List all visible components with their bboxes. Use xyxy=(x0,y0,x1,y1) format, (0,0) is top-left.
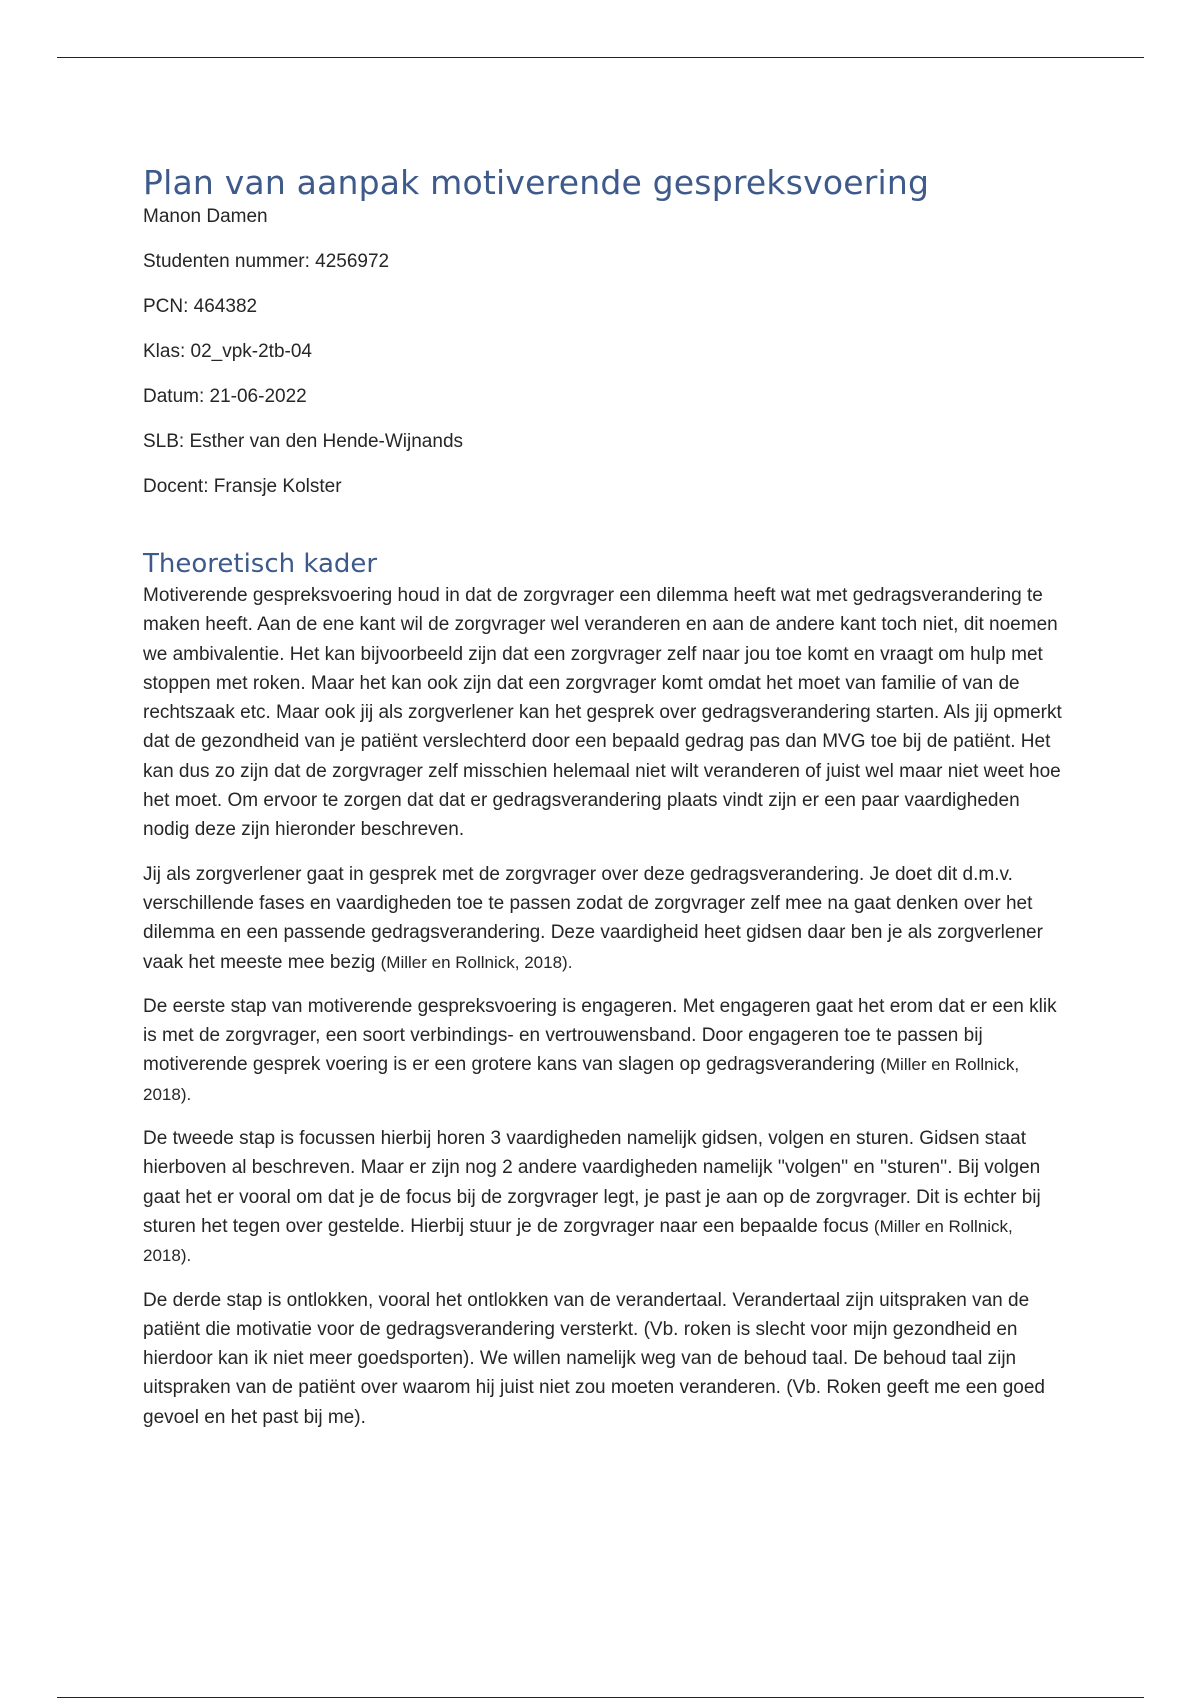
meta-slb: SLB: Esther van den Hende-Wijnands xyxy=(143,431,464,452)
paragraph-text: De derde stap is ontlokken, vooral het ontlokken van de verandertaal. Verandertaal zijn uitspraken van de patiënt die motivatie voor de gedragsverandering versterkt. (Vb. roken is slecht voor mijn gezondheid en hierdoor kan ik niet meer goedsporten). We willen namelijk weg van de behoud taal. De behoud taal zijn uitspraken van de patiënt over waarom hij juist niet zou moeten veranderen. (Vb. Roken geeft me een goed gevoel en het past bij me). xyxy=(143,1289,1045,1428)
section-heading: Theoretisch kader xyxy=(143,549,378,579)
paragraph xyxy=(143,992,1063,1109)
paragraph-text: De eerste stap van motiverende gespreksvoering is engageren. Met engageren gaat het erom dat er een klik is met de zorgvrager, een soort verbindings- en vertrouwensband. Door engageren toe te passen bij motiverende gesprek voering is er een grotere kans van slagen op gedragsverandering xyxy=(143,995,1057,1076)
document-page xyxy=(143,160,1063,1447)
paragraph-text: Jij als zorgverlener gaat in gesprek met de zorgvrager over deze gedragsverandering. Je doet dit d.m.v. verschillende fases en vaardigheden toe te passen zodat de zorgvrager zelf mee na gaat denken over het dilemma en een passende gedragsverandering. Deze vaardigheid heet gidsen daar ben je als zorgverlener vaak het meeste mee bezig xyxy=(143,863,1043,973)
citation: (Miller en Rollnick, 2018). xyxy=(380,952,573,972)
citation: (Miller en Rollnick, 2018). xyxy=(143,1216,1013,1266)
header-rule xyxy=(57,57,1144,58)
document-title: Plan van aanpak motiverende gespreksvoering xyxy=(143,163,930,202)
paragraph xyxy=(143,860,1063,977)
meta-date: Datum: 21-06-2022 xyxy=(143,386,307,407)
paragraph xyxy=(143,1286,1063,1432)
document-meta xyxy=(143,206,1063,497)
citation: (Miller en Rollnick, 2018). xyxy=(143,1055,1020,1104)
footer-rule xyxy=(57,1697,1144,1698)
meta-student-number: Studenten nummer: 4256972 xyxy=(143,251,390,272)
meta-class: Klas: 02_vpk-2tb-04 xyxy=(143,341,312,362)
paragraph-text: Motiverende gespreksvoering houd in dat de zorgvrager een dilemma heeft wat met gedragsverandering te maken heeft. Aan de ene kant wil de zorgvrager wel veranderen en aan de andere kant toch niet, dit noemen we ambivalentie. Het kan bijvoorbeeld zijn dat een zorgvrager zelf naar jou toe komt en vraagt om hulp met stoppen met roken. Maar het kan ook zijn dat een zorgvrager komt omdat het moet van familie of van de rechtszaak etc. Maar ook jij als zorgverlener kan het gesprek over gedragsverandering starten. Als jij opmerkt dat de gezondheid van je patiënt verslechterd door een bepaald gedrag pas dan MVG toe bij de patiënt. Het kan dus zo zijn dat de zorgvrager zelf misschien helemaal niet wilt veranderen of juist wel maar niet weet hoe het moet. Om ervoor te zorgen dat dat er gedragsverandering plaats vindt zijn er een paar vaardigheden nodig deze zijn hieronder beschreven. xyxy=(143,585,1062,841)
section-body xyxy=(143,581,1063,1432)
paragraph xyxy=(143,581,1063,845)
paragraph-text: De tweede stap is focussen hierbij horen 3 vaardigheden namelijk gidsen, volgen en sturen. Gidsen staat hierboven al beschreven. Maar er zijn nog 2 andere vaardigheden namelijk ''volgen'' en ''sturen''. Bij volgen gaat het er vooral om dat je de focus bij de zorgvrager legt, je past je aan op de zorgvrager. Dit is echter bij sturen het tegen over gestelde. Hierbij stuur je de zorgvrager naar een bepaalde focus xyxy=(143,1128,1041,1237)
meta-pcn: PCN: 464382 xyxy=(143,296,258,317)
meta-docent: Docent: Fransje Kolster xyxy=(143,476,342,497)
paragraph xyxy=(143,1124,1063,1270)
meta-author: Manon Damen xyxy=(143,206,268,227)
